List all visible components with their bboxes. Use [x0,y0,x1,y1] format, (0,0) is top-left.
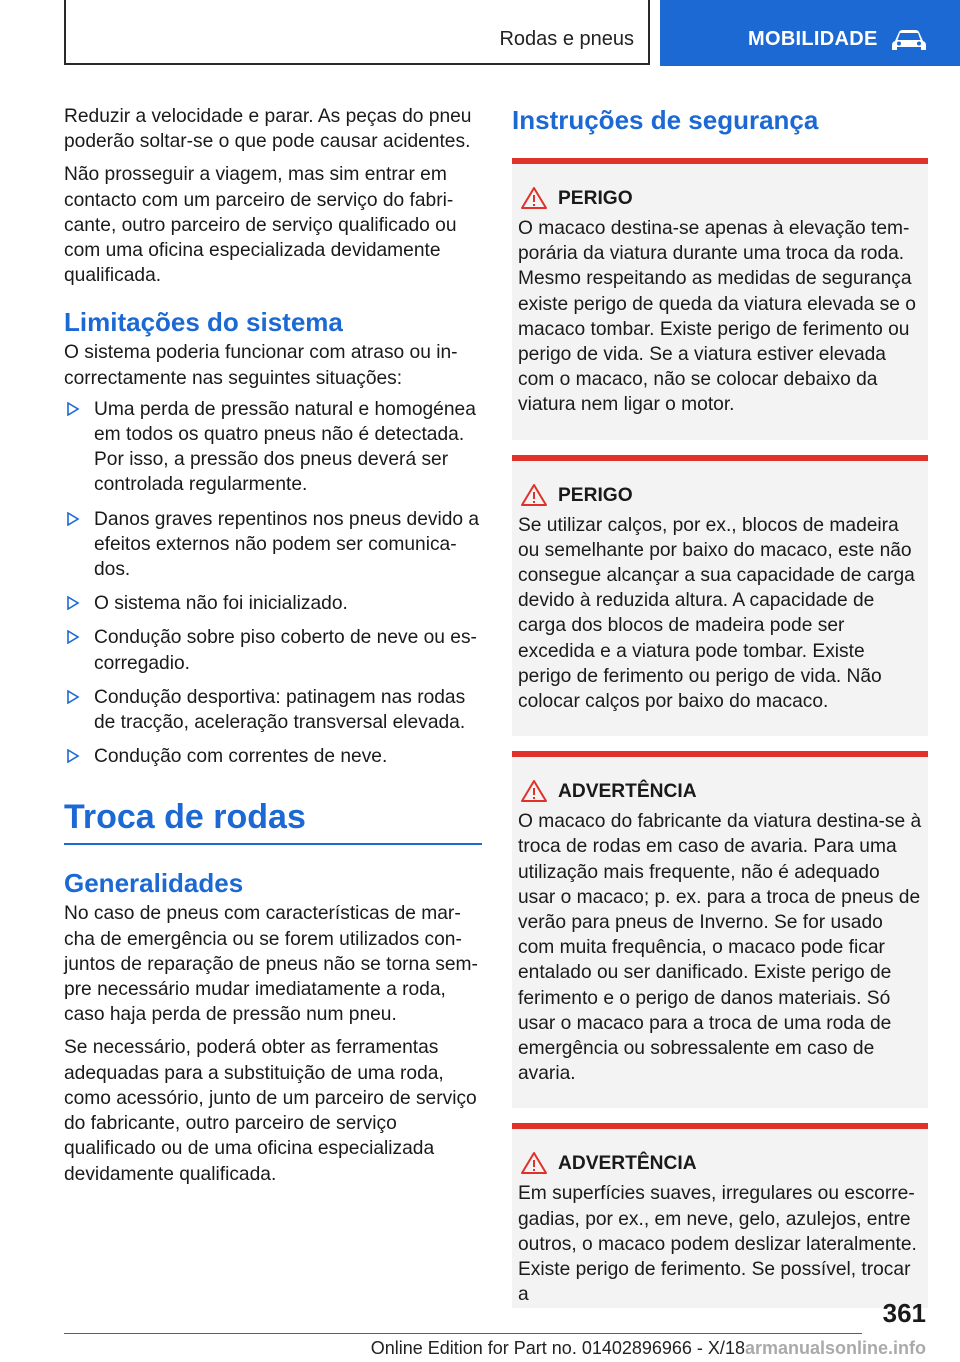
warning-header [518,483,922,511]
warning-triangle-icon [520,779,548,803]
warning-triangle-icon [520,1151,548,1175]
safety-heading: Instruções de segurança [512,105,819,135]
list-item [64,685,482,735]
page-header [0,0,960,66]
watermark: armanualsonline.info [744,1338,926,1358]
intro-paragraph-2: Não prosseguir a viagem, mas sim entrar em contacto com um parceiro de serviço do fabricante, outro parceiro de serviço qualificado ou com uma oficina especializada devidamente qualificada. [64,164,457,287]
right-column [512,104,928,1308]
warning-triangle-icon [520,483,548,507]
edition-text: Online Edition for Part no. 01402896966 - X/18 [370,1338,745,1358]
footer-rule [64,1333,862,1334]
general-heading: Generalidades [64,868,244,899]
tab-label: MOBILIDADE [748,28,878,50]
warning-header [518,1151,922,1179]
list-item [64,625,482,675]
mobilidade-tab[interactable] [660,0,960,66]
header-rule-left [64,0,66,64]
list-item [64,744,482,769]
limits-text: O sistema poderia funcionar com atraso ou incorrectamente nas seguintes situações: [64,342,458,389]
warning-title: PERIGO [558,188,633,209]
triangle-bullet-icon [66,402,80,416]
warning-text: Em superfícies suaves, irregulares ou escorregadias, por ex., em neve, gelo, azulejos, entre outros, o macaco podem deslizar lateralmente. Existe perigo de ferimento. Se possível, trocar a [518,1183,917,1306]
warning-header [518,186,922,214]
left-column [64,104,482,1195]
list-item-text: Uma perda de pressão natural e homogénea em todos os quatro pneus não é detectada. Por isso, a pressão dos pneus deverá ser controlada regularmente. [94,398,476,496]
warning-title: ADVERTÊNCIA [558,1153,697,1175]
page-number: 361 [882,1298,926,1328]
list-item-text: Condução sobre piso coberto de neve ou escorregadio. [94,627,477,674]
general-paragraph-2: Se necessário, poderá obter as ferramentas adequadas para a substituição de uma roda, como acessório, junto de um parceiro de serviço do fabricante, outro parceiro de serviço qualificado ou de uma oficina especializada devidamente qualificada. [64,1037,477,1185]
list-item [64,397,482,498]
warning-title: ADVERTÊNCIA [558,781,697,803]
triangle-bullet-icon [66,512,80,526]
warning-triangle-icon [520,186,548,210]
limits-list [64,397,482,770]
header-rule-divider [648,0,650,64]
warning-text: O macaco do fabricante da viatura destina-se à troca de rodas em caso de avaria. Para uma utilização mais frequente, não é adequado usar o macaco; p. ex. para a troca de pneus de verão para pneus de Inverno. Se for usado com muita frequência, o macaco pode ficar entalado ou ser danificado. Existe perigo de ferimento e o perigo de danos materiais. Só usar o macaco para a troca de uma roda de emergência ou sobressalente em caso de avaria. [518,811,922,1085]
limits-heading: Limitações do sistema [64,307,343,338]
list-item [64,591,482,616]
triangle-bullet-icon [66,630,80,644]
list-item [64,507,482,583]
chapter-heading: Troca de rodas [64,797,482,845]
triangle-bullet-icon [66,749,80,763]
triangle-bullet-icon [66,596,80,610]
list-item-text: O sistema não foi inicializado. [94,593,348,615]
general-paragraph-1: No caso de pneus com características de marcha de emergência ou se forem utilizados conjuntos de reparação de pneus não se torna sempre necessário mudar imediatamente a roda, caso haja perda de pressão num pneu. [64,903,478,1026]
warning-box [512,158,928,440]
intro-paragraph-1: Reduzir a velocidade e parar. As peças do pneu poderão soltar-se o que pode causar acidentes. [64,106,472,153]
warning-text: O macaco destina-se apenas à elevação temporária da viatura durante uma troca da roda. Mesmo respeitando as medidas de segurança existe perigo de queda da viatura elevada se o macaco tombar. Existe perigo de ferimento ou perigo de vida. Se a viatura estiver elevada com o macaco, não se colocar debaixo da viatura nem ligar o motor. [518,218,916,416]
footer-text [371,1338,926,1359]
list-item-text: Condução com correntes de neve. [94,746,388,768]
header-rule-bottom [64,63,650,65]
section-title: Rodas e pneus [499,28,634,50]
warning-header [518,779,922,807]
car-icon [891,28,927,52]
warning-title: PERIGO [558,484,633,506]
triangle-bullet-icon [66,690,80,704]
list-item-text: Danos graves repentinos nos pneus devido a efeitos externos não podem ser comunicados. [94,508,480,581]
warning-box [512,1123,928,1307]
warning-box [512,455,928,737]
list-item-text: Condução desportiva: patinagem nas rodas de tracção, aceleração transversal elevada. [94,686,466,734]
warning-text: Se utilizar calços, por ex., blocos de madeira ou semelhante por baixo do macaco, este não consegue alcançar a sua capacidade de carga devido à reduzida altura. A capacidade de carga dos blocos de madeira pode ser excedida e a viatura pode tombar. Existe perigo de ferimento ou perigo de vida. Não colocar calços por baixo do macaco. [518,514,915,713]
warning-box [512,751,928,1108]
